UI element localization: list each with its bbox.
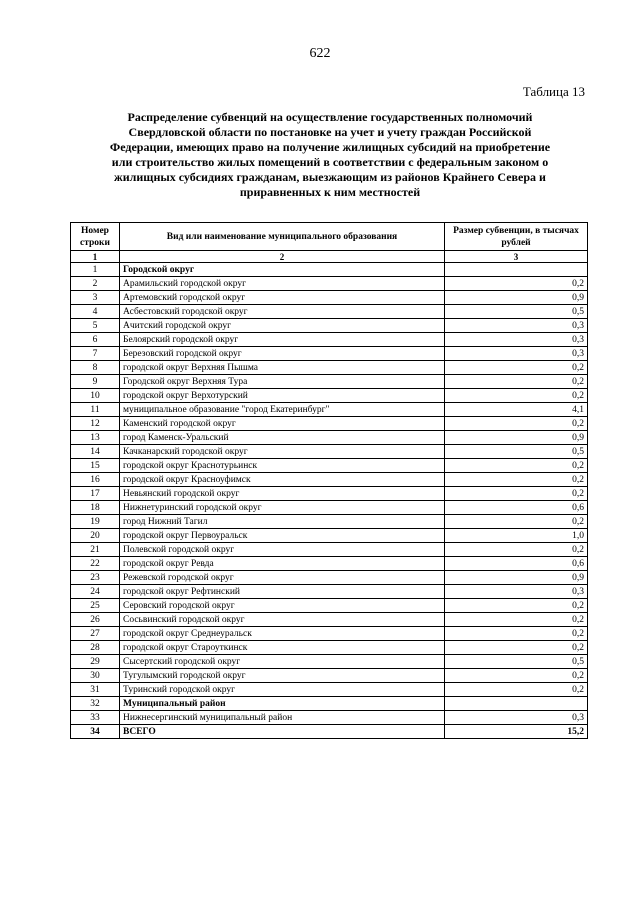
municipality-cell: Нижнесергинский муниципальный район — [120, 711, 445, 725]
row-number-cell: 21 — [71, 543, 120, 557]
table-label: Таблица 13 — [522, 84, 585, 99]
table-row — [71, 613, 588, 627]
municipality-cell: Сысертский городской округ — [120, 655, 445, 669]
table-row — [71, 529, 588, 543]
table-row — [71, 417, 588, 431]
table-row — [71, 571, 588, 585]
amount-cell: 0,2 — [445, 613, 588, 627]
row-number-cell: 4 — [71, 305, 120, 319]
municipality-cell: Каменский городской округ — [120, 417, 445, 431]
table-row — [71, 697, 588, 711]
municipality-cell: ВСЕГО — [120, 725, 445, 739]
amount-cell: 0,9 — [445, 431, 588, 445]
row-number-cell: 32 — [71, 697, 120, 711]
municipality-cell: Невьянский городской округ — [120, 487, 445, 501]
row-number-cell: 28 — [71, 641, 120, 655]
table-row — [71, 543, 588, 557]
municipality-cell: Нижнетуринский городской округ — [120, 501, 445, 515]
index-cell: 1 — [71, 251, 120, 263]
amount-cell: 1,0 — [445, 529, 588, 543]
row-number-cell: 1 — [71, 263, 120, 277]
header-amount: Размер субвенции, в тысячах рублей — [445, 223, 588, 251]
municipality-cell: Серовский городской округ — [120, 599, 445, 613]
subsidy-table — [70, 222, 588, 739]
table-row — [71, 277, 588, 291]
table-body — [71, 263, 588, 739]
row-number-cell: 31 — [71, 683, 120, 697]
municipality-cell: городской округ Верхотурский — [120, 389, 445, 403]
municipality-cell: Полевской городской округ — [120, 543, 445, 557]
municipality-cell: Городской округ Верхняя Тура — [120, 375, 445, 389]
amount-cell: 0,9 — [445, 571, 588, 585]
row-number-cell: 25 — [71, 599, 120, 613]
table-row — [71, 557, 588, 571]
title-line: жилищных субсидиях гражданам, выезжающим из районов Крайнего Севера и — [114, 170, 546, 184]
municipality-cell: Березовский городской округ — [120, 347, 445, 361]
amount-cell: 0,2 — [445, 361, 588, 375]
row-number-cell: 3 — [71, 291, 120, 305]
table-index-row — [71, 251, 588, 263]
row-number-cell: 30 — [71, 669, 120, 683]
amount-cell: 0,2 — [445, 487, 588, 501]
municipality-cell: городской округ Ревда — [120, 557, 445, 571]
row-number-cell: 33 — [71, 711, 120, 725]
row-number-cell: 18 — [71, 501, 120, 515]
municipality-cell: Арамильский городской округ — [120, 277, 445, 291]
row-number-cell: 17 — [71, 487, 120, 501]
table-row — [71, 389, 588, 403]
amount-cell: 0,3 — [445, 347, 588, 361]
municipality-cell: городской округ Первоуральск — [120, 529, 445, 543]
amount-cell: 0,2 — [445, 389, 588, 403]
table-row — [71, 305, 588, 319]
municipality-cell: Сосьвинский городской округ — [120, 613, 445, 627]
amount-cell: 0,2 — [445, 459, 588, 473]
table-row — [71, 361, 588, 375]
table-row — [71, 655, 588, 669]
amount-cell: 0,2 — [445, 599, 588, 613]
municipality-cell: городской округ Рефтинский — [120, 585, 445, 599]
index-cell: 3 — [445, 251, 588, 263]
amount-cell: 0,5 — [445, 445, 588, 459]
table-row — [71, 627, 588, 641]
table-row — [71, 487, 588, 501]
amount-cell: 0,5 — [445, 305, 588, 319]
index-cell: 2 — [120, 251, 445, 263]
amount-cell: 0,2 — [445, 543, 588, 557]
municipality-cell: Артемовский городской округ — [120, 291, 445, 305]
row-number-cell: 15 — [71, 459, 120, 473]
amount-cell: 0,3 — [445, 333, 588, 347]
amount-cell: 0,2 — [445, 375, 588, 389]
amount-cell: 0,6 — [445, 501, 588, 515]
amount-cell: 0,3 — [445, 319, 588, 333]
table-row — [71, 319, 588, 333]
municipality-cell: Ачитский городской округ — [120, 319, 445, 333]
row-number-cell: 5 — [71, 319, 120, 333]
table-row — [71, 725, 588, 739]
amount-cell: 0,2 — [445, 277, 588, 291]
document-title — [74, 110, 586, 200]
municipality-cell: городской округ Староуткинск — [120, 641, 445, 655]
row-number-cell: 22 — [71, 557, 120, 571]
row-number-cell: 2 — [71, 277, 120, 291]
row-number-cell: 20 — [71, 529, 120, 543]
amount-cell: 0,6 — [445, 557, 588, 571]
table-row — [71, 641, 588, 655]
row-number-cell: 14 — [71, 445, 120, 459]
municipality-cell: городской округ Краснотурьинск — [120, 459, 445, 473]
row-number-cell: 26 — [71, 613, 120, 627]
municipality-cell: Тугулымский городской округ — [120, 669, 445, 683]
amount-cell: 0,2 — [445, 473, 588, 487]
table-row — [71, 333, 588, 347]
table-header-row — [71, 223, 588, 251]
amount-cell: 0,3 — [445, 711, 588, 725]
table-row — [71, 711, 588, 725]
municipality-cell: город Нижний Тагил — [120, 515, 445, 529]
amount-cell: 0,3 — [445, 585, 588, 599]
table-row — [71, 459, 588, 473]
header-row-number: Номер строки — [71, 223, 120, 251]
row-number-cell: 6 — [71, 333, 120, 347]
municipality-cell: муниципальное образование "город Екатеринбург" — [120, 403, 445, 417]
amount-cell: 0,2 — [445, 669, 588, 683]
row-number-cell: 24 — [71, 585, 120, 599]
row-number-cell: 16 — [71, 473, 120, 487]
table-row — [71, 599, 588, 613]
table-row — [71, 445, 588, 459]
table-row — [71, 375, 588, 389]
amount-cell: 0,2 — [445, 683, 588, 697]
amount-cell: 4,1 — [445, 403, 588, 417]
amount-cell: 15,2 — [445, 725, 588, 739]
municipality-cell: Асбестовский городской округ — [120, 305, 445, 319]
table-row — [71, 291, 588, 305]
row-number-cell: 13 — [71, 431, 120, 445]
title-line: приравненных к ним местностей — [239, 185, 421, 199]
municipality-cell: Белоярский городской округ — [120, 333, 445, 347]
amount-cell: 0,5 — [445, 655, 588, 669]
amount-cell — [445, 263, 588, 277]
row-number-cell: 9 — [71, 375, 120, 389]
table-row — [71, 669, 588, 683]
municipality-cell: город Каменск-Уральский — [120, 431, 445, 445]
title-line: Федерации, имеющих право на получение жилищных субсидий на приобретение — [109, 140, 551, 154]
municipality-cell: городской округ Верхняя Пышма — [120, 361, 445, 375]
table-row — [71, 473, 588, 487]
amount-cell — [445, 697, 588, 711]
table-row — [71, 683, 588, 697]
row-number-cell: 29 — [71, 655, 120, 669]
amount-cell: 0,2 — [445, 641, 588, 655]
municipality-cell: городской округ Красноуфимск — [120, 473, 445, 487]
table-row — [71, 431, 588, 445]
row-number-cell: 7 — [71, 347, 120, 361]
row-number-cell: 10 — [71, 389, 120, 403]
amount-cell: 0,2 — [445, 515, 588, 529]
row-number-cell: 19 — [71, 515, 120, 529]
amount-cell: 0,9 — [445, 291, 588, 305]
row-number-cell: 23 — [71, 571, 120, 585]
row-number-cell: 34 — [71, 725, 120, 739]
municipality-cell: Туринский городской округ — [120, 683, 445, 697]
municipality-cell: Городской округ — [120, 263, 445, 277]
amount-cell: 0,2 — [445, 417, 588, 431]
table-row — [71, 515, 588, 529]
table-row — [71, 263, 588, 277]
page-number: 622 — [309, 46, 331, 61]
title-line: Свердловской области по постановке на учет и учету граждан Российской — [128, 125, 532, 139]
header-municipality: Вид или наименование муниципального образования — [120, 223, 445, 251]
table-row — [71, 585, 588, 599]
row-number-cell: 12 — [71, 417, 120, 431]
municipality-cell: Режевской городской округ — [120, 571, 445, 585]
table-row — [71, 501, 588, 515]
row-number-cell: 27 — [71, 627, 120, 641]
row-number-cell: 11 — [71, 403, 120, 417]
table-row — [71, 403, 588, 417]
municipality-cell: Муниципальный район — [120, 697, 445, 711]
municipality-cell: Качканарский городской округ — [120, 445, 445, 459]
municipality-cell: городской округ Среднеуральск — [120, 627, 445, 641]
title-line: или строительство жилых помещений в соответствии с федеральным законом о — [111, 155, 549, 169]
row-number-cell: 8 — [71, 361, 120, 375]
title-line: Распределение субвенций на осуществление государственных полномочий — [127, 110, 533, 124]
amount-cell: 0,2 — [445, 627, 588, 641]
table-row — [71, 347, 588, 361]
